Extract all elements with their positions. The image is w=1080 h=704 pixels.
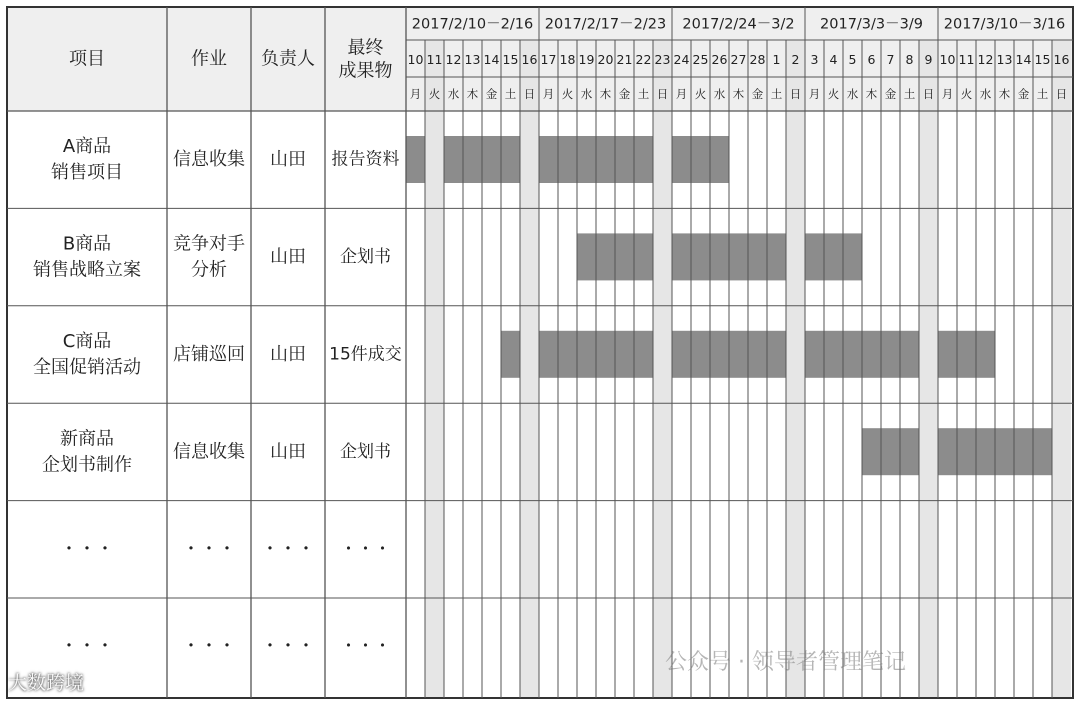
week-label: 2017/3/3－3/9 [820, 16, 923, 33]
row-task: 信息收集 [173, 149, 245, 171]
day-number: 11 [426, 52, 443, 67]
day-number: 12 [977, 52, 994, 67]
day-weekday: 月 [941, 87, 954, 101]
day-number: 11 [958, 52, 975, 67]
day-weekday: 水 [580, 87, 593, 101]
gantt-bar [501, 331, 520, 378]
day-number: 26 [711, 52, 728, 67]
gantt-bar [805, 233, 862, 280]
day-number: 23 [654, 52, 671, 67]
row-project: 企划书制作 [42, 454, 132, 476]
day-number: 10 [407, 52, 424, 67]
day-weekday: 月 [542, 87, 555, 101]
day-weekday: 水 [447, 87, 460, 101]
row-project: ・・・ [60, 538, 114, 560]
day-number: 15 [1034, 52, 1051, 67]
gantt-bar [672, 136, 729, 183]
row-task: ・・・ [182, 538, 236, 560]
day-number: 20 [597, 52, 614, 67]
day-weekday: 木 [732, 87, 745, 101]
day-number: 10 [939, 52, 956, 67]
row-task: 分析 [191, 259, 227, 281]
row-deliverable: 15件成交 [329, 344, 402, 365]
day-weekday: 木 [466, 87, 479, 101]
gantt-bar [862, 428, 919, 475]
day-weekday: 火 [428, 87, 441, 101]
row-project: 新商品 [60, 428, 114, 450]
day-weekday: 水 [979, 87, 992, 101]
row-project: B商品 [62, 233, 112, 255]
day-weekday: 土 [504, 87, 517, 101]
row-project: 销售项目 [51, 162, 123, 184]
day-weekday: 水 [713, 87, 726, 101]
day-weekday: 月 [409, 87, 422, 101]
shaded-day-column [425, 40, 444, 698]
day-weekday: 火 [694, 87, 707, 101]
day-weekday: 火 [960, 87, 973, 101]
shaded-day-column [919, 40, 938, 698]
gantt-bar [938, 331, 995, 378]
shaded-day-column [653, 40, 672, 698]
day-number: 14 [483, 52, 500, 67]
row-owner: 山田 [270, 149, 306, 171]
row-deliverable: 报告资料 [331, 149, 400, 170]
row-owner: 山田 [270, 246, 306, 268]
row-task: ・・・ [182, 636, 236, 658]
day-weekday: 日 [523, 87, 536, 101]
week-label: 2017/2/10－2/16 [411, 16, 534, 33]
day-number: 21 [616, 52, 633, 67]
day-weekday: 火 [827, 87, 840, 101]
day-weekday: 土 [1036, 87, 1049, 101]
day-weekday: 土 [770, 87, 783, 101]
row-task: 信息收集 [173, 441, 245, 463]
shaded-day-column [1052, 40, 1071, 698]
header-task: 作业 [191, 48, 227, 70]
day-number: 2 [791, 52, 800, 67]
row-task: 店铺巡回 [173, 344, 245, 365]
day-number: 14 [1015, 52, 1032, 67]
day-weekday: 木 [599, 87, 612, 101]
header-deliverable: 成果物 [338, 60, 393, 82]
day-weekday: 土 [637, 87, 650, 101]
info-columns-background [7, 111, 406, 698]
row-project: 全国促销活动 [33, 357, 141, 378]
day-number: 13 [464, 52, 481, 67]
day-number: 12 [445, 52, 462, 67]
day-number: 1 [772, 52, 781, 67]
day-weekday: 金 [751, 87, 764, 101]
row-project: C商品 [62, 331, 112, 352]
row-deliverable: ・・・ [340, 636, 391, 657]
day-weekday: 日 [789, 87, 802, 101]
watermark-left: 大数跨境 [8, 672, 85, 694]
day-weekday: 金 [884, 87, 897, 101]
week-label: 2017/2/24－3/2 [682, 16, 795, 33]
day-number: 16 [521, 52, 538, 67]
day-number: 5 [848, 52, 857, 67]
day-number: 22 [635, 52, 652, 67]
day-weekday: 木 [998, 87, 1011, 101]
day-number: 28 [749, 52, 766, 67]
day-number: 8 [905, 52, 914, 67]
row-owner: ・・・ [261, 538, 315, 560]
row-deliverable: 企划书 [340, 441, 391, 462]
row-deliverable: ・・・ [340, 539, 391, 560]
watermark-right: 公众号 · 领导者管理笔记 [665, 650, 906, 675]
day-weekday: 金 [1017, 87, 1030, 101]
row-owner: 山田 [270, 441, 306, 463]
row-project: ・・・ [60, 636, 114, 658]
week-label: 2017/3/10－3/16 [943, 16, 1066, 33]
shaded-day-column [786, 40, 805, 698]
day-number: 9 [924, 52, 933, 67]
day-weekday: 金 [618, 87, 631, 101]
day-number: 15 [502, 52, 519, 67]
day-number: 25 [692, 52, 709, 67]
day-number: 18 [559, 52, 576, 67]
day-number: 19 [578, 52, 595, 67]
row-task: 竞争对手 [173, 233, 245, 255]
day-number: 3 [810, 52, 819, 67]
day-number: 17 [540, 52, 557, 67]
day-weekday: 日 [922, 87, 935, 101]
day-weekday: 月 [675, 87, 688, 101]
day-weekday: 土 [903, 87, 916, 101]
day-number: 16 [1053, 52, 1070, 67]
day-weekday: 金 [485, 87, 498, 101]
day-weekday: 火 [561, 87, 574, 101]
header-owner: 负责人 [261, 48, 315, 70]
row-owner: ・・・ [261, 636, 315, 658]
day-number: 24 [673, 52, 690, 67]
gantt-bar [406, 136, 425, 183]
day-number: 6 [867, 52, 876, 67]
day-weekday: 日 [1055, 87, 1068, 101]
header-deliverable: 最终 [347, 37, 384, 59]
day-number: 13 [996, 52, 1013, 67]
day-weekday: 月 [808, 87, 821, 101]
row-project: A商品 [62, 136, 112, 158]
shaded-day-column [520, 40, 539, 698]
row-project: 销售战略立案 [33, 259, 141, 281]
day-weekday: 水 [846, 87, 859, 101]
day-weekday: 木 [865, 87, 878, 101]
day-number: 7 [886, 52, 895, 67]
header-project: 项目 [69, 48, 105, 70]
row-owner: 山田 [270, 344, 306, 365]
day-weekday: 日 [656, 87, 669, 101]
week-label: 2017/2/17－2/23 [544, 16, 667, 33]
row-deliverable: 企划书 [340, 247, 391, 268]
day-number: 4 [829, 52, 838, 67]
day-number: 27 [730, 52, 747, 67]
